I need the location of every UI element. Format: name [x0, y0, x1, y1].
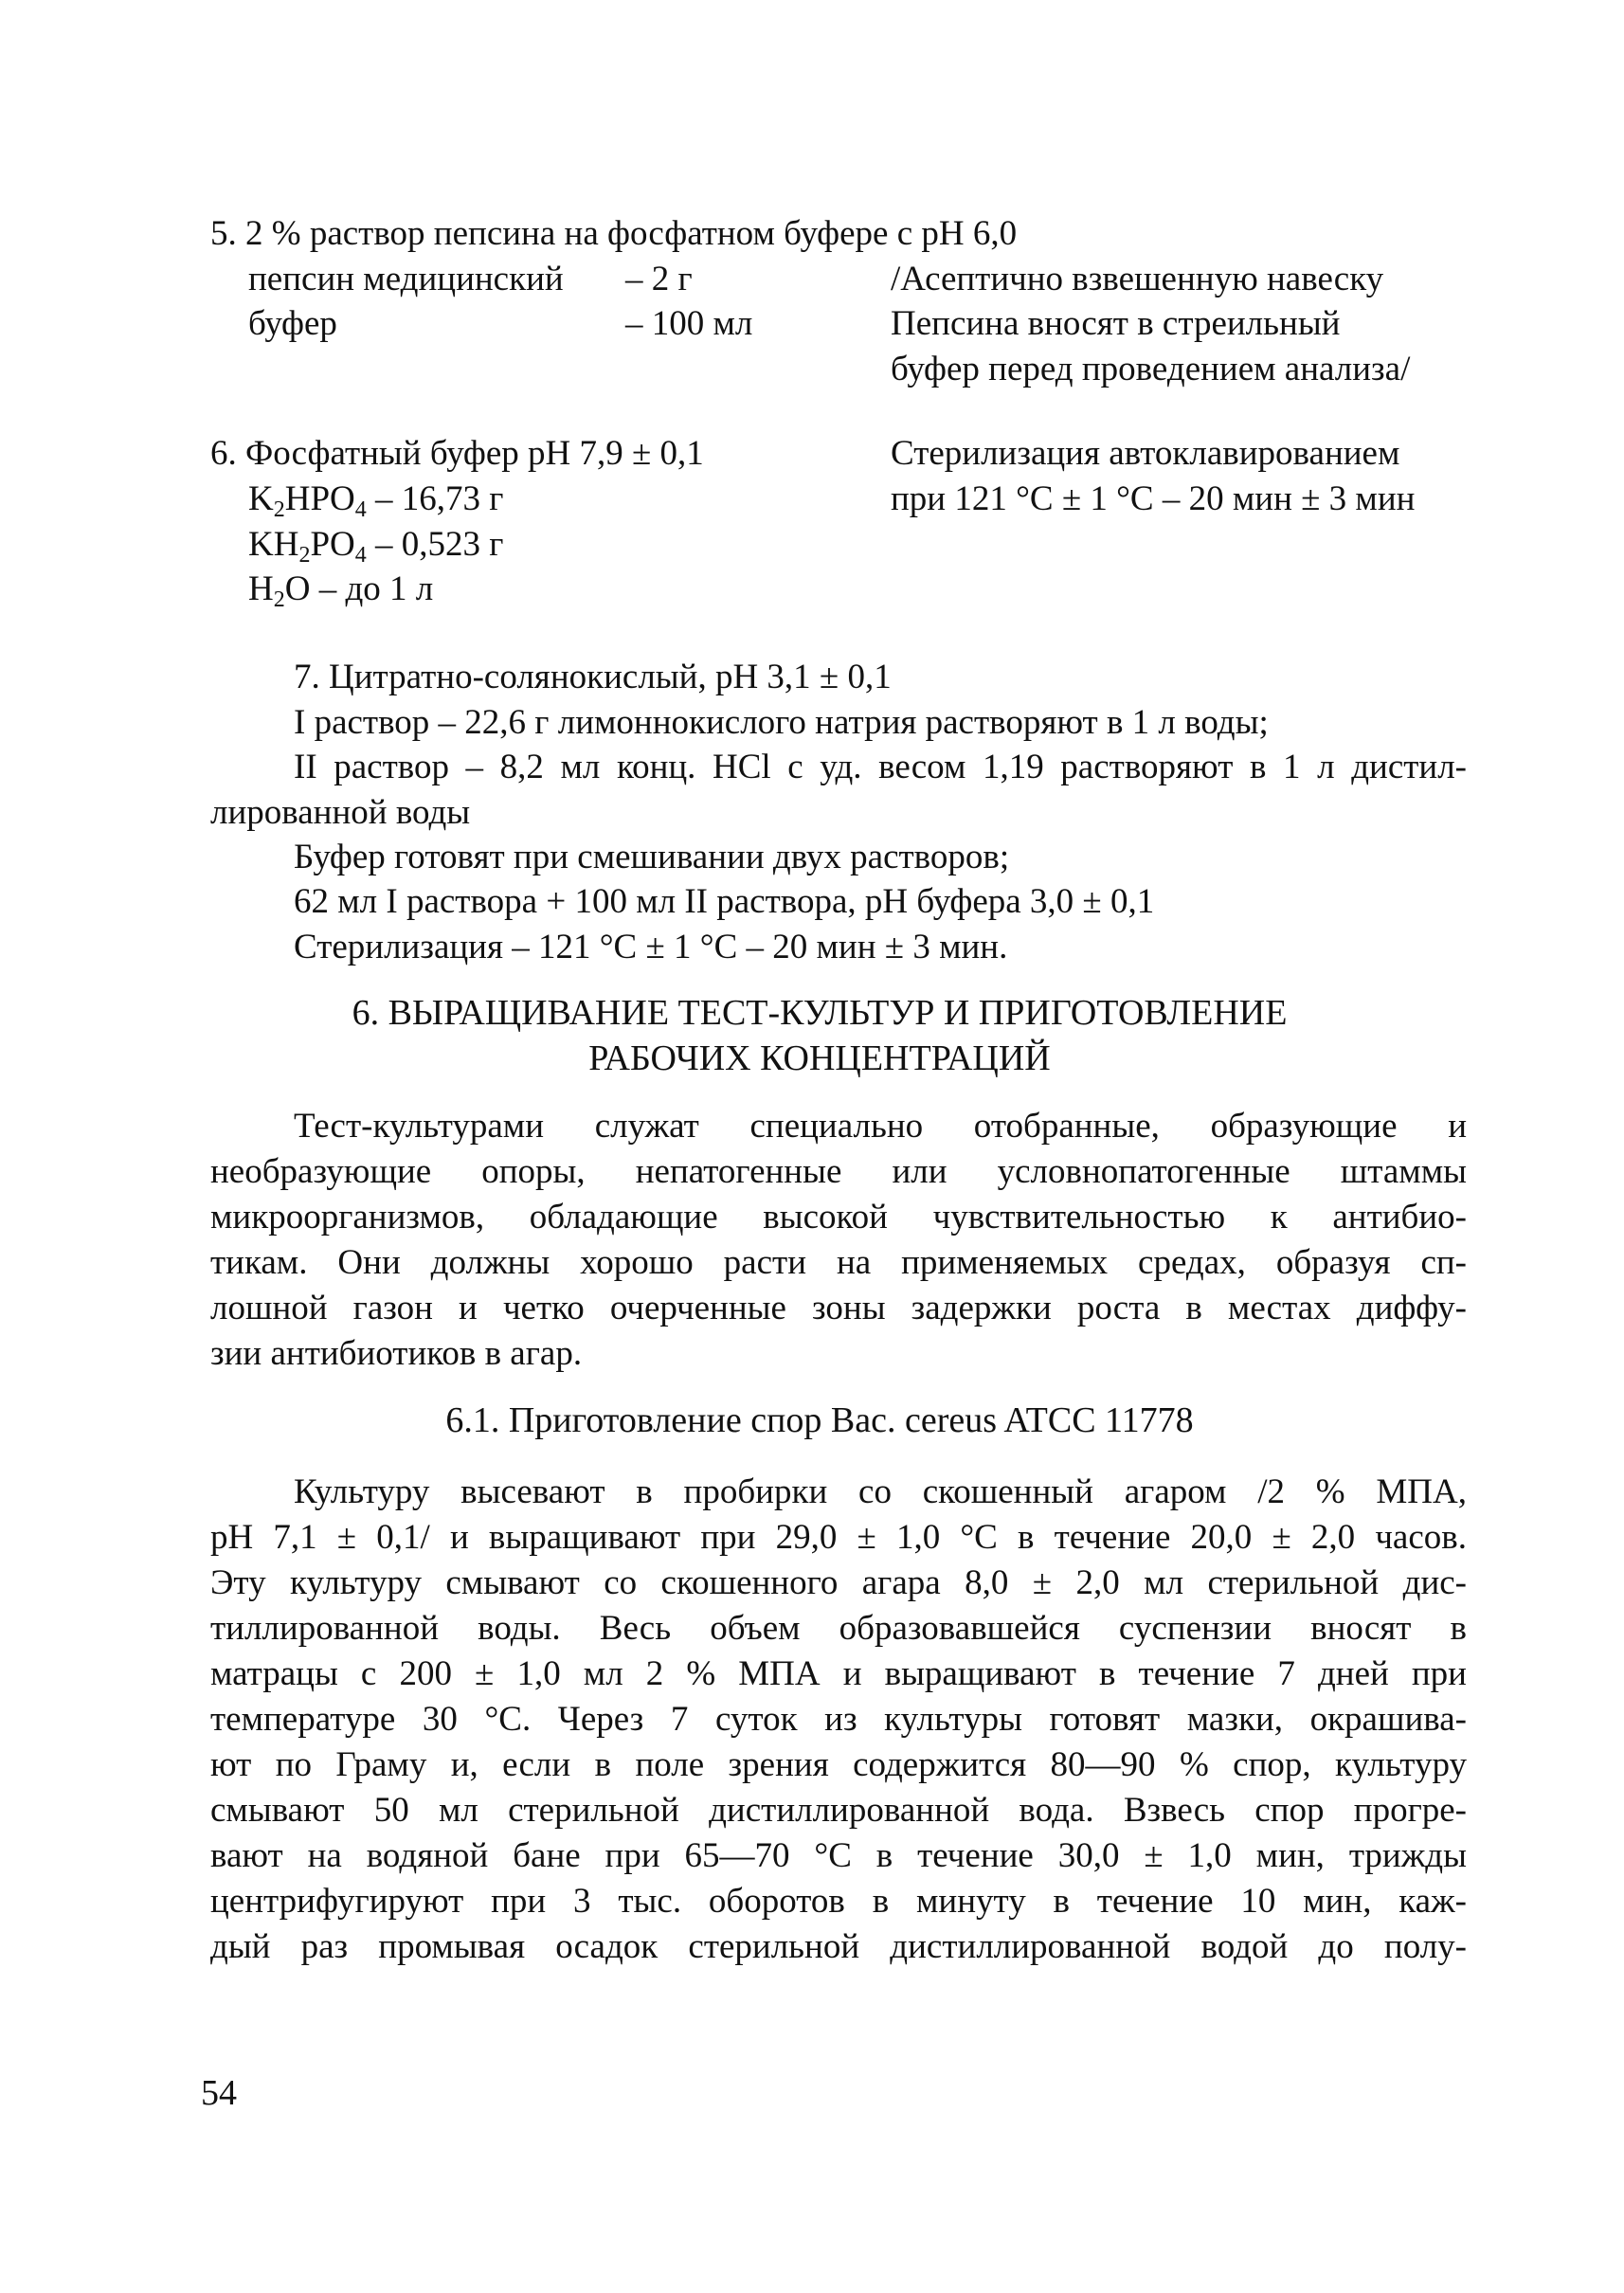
paragraph-line: Культуру высевают в пробирки со скошенный агаром /2 % МПА,	[294, 1474, 1467, 1511]
paragraph-line: тикам. Они должны хорошо расти на применяемых средах, образуя сп-	[210, 1245, 1467, 1282]
recipe7-line: II раствор – 8,2 мл конц. HCl с уд. весом 1,19 растворяют в 1 л дистил-	[294, 749, 1467, 786]
paragraph-line: вают на водяной бане при 65—70 °C в течение 30,0 ± 1,0 мин, трижды	[210, 1838, 1467, 1875]
recipe7-line: 62 мл I раствора + 100 мл II раствора, pH буфера 3,0 ± 0,1	[294, 882, 1155, 921]
paragraph-line: смывают 50 мл стерильной дистиллированной вода. Взвесь спор прогре-	[210, 1793, 1467, 1830]
paragraph-line: матрацы с 200 ± 1,0 мл 2 % МПА и выращивают в течение 7 дней при	[210, 1656, 1467, 1693]
section-heading: 6. ВЫРАЩИВАНИЕ ТЕСТ-КУЛЬТУР И ПРИГОТОВЛЕНИЕ	[352, 993, 1288, 1033]
paragraph-line: тиллированной воды. Весь объем образовавшейся суспензии вносят в	[210, 1611, 1467, 1648]
recipe7-line: 7. Цитратно-солянокислый, pH 3,1 ± 0,1	[294, 658, 892, 696]
recipe6-note-line: Стерилизация автоклавированием	[891, 434, 1400, 473]
page-number: 54	[201, 2073, 237, 2113]
paragraph-line: дый раз промывая осадок стерильной дистиллированной водой до полу-	[210, 1929, 1467, 1966]
recipe7-line: лированной воды	[210, 793, 471, 832]
paragraph-line: температуре 30 °C. Через 7 суток из культуры готовят мазки, окрашива-	[210, 1702, 1467, 1739]
recipe7-line: I раствор – 22,6 г лимоннокислого натрия растворяют в 1 л воды;	[294, 703, 1269, 742]
recipe5-ingredient-amount: – 2 г	[625, 260, 693, 298]
paragraph-line: лошной газон и четко очерченные зоны задержки роста в местах диффу-	[210, 1291, 1467, 1327]
recipe6-note-line: при 121 °C ± 1 °C – 20 мин ± 3 мин	[891, 479, 1416, 518]
recipe5-note-line: /Асептично взвешенную навеску	[891, 260, 1384, 298]
recipe5-ingredient-amount: – 100 мл	[625, 304, 753, 343]
recipe7-line: Буфер готовят при смешивании двух растворов;	[294, 838, 1010, 876]
recipe5-note-line: Пепсина вносят в стреильный	[891, 304, 1341, 343]
paragraph-line: необразующие опоры, непатогенные или условнопатогенные штаммы	[210, 1154, 1467, 1191]
paragraph-line: зии антибиотиков в агар.	[210, 1334, 583, 1373]
recipe7-line: Стерилизация – 121 °C ± 1 °C – 20 мин ± 3 мин.	[294, 928, 1008, 966]
paragraph-line: Тест-культурами служат специально отобранные, образующие и	[294, 1109, 1467, 1146]
paragraph-line: ют по Граму и, если в поле зрения содержится 80—90 % спор, культуру	[210, 1747, 1467, 1784]
recipe6-component-line: $KH_2PO_4 - 0,523$ г	[248, 525, 504, 568]
recipe5-note-line: буфер перед проведением анализа/	[891, 350, 1411, 388]
recipe6-component-line: $K_2HPO_4 - 16,73$ г	[248, 479, 504, 522]
section-heading: РАБОЧИХ КОНЦЕНТРАЦИЙ	[588, 1038, 1051, 1078]
recipe6-component-line: $H_2O$ – до 1 л	[248, 569, 434, 612]
subsection-heading: 6.1. Приготовление спор Bac. cereus ATCC 11778	[445, 1400, 1194, 1440]
paragraph-line: микроорганизмов, обладающие высокой чувствительностью к антибио-	[210, 1200, 1467, 1237]
paragraph-line: Эту культуру смывают со скошенного агара 8,0 ± 2,0 мл стерильной дис-	[210, 1565, 1467, 1602]
recipe5-ingredient-name: буфер	[248, 304, 337, 343]
paragraph-line: центрифугируют при 3 тыс. оборотов в минуту в течение 10 мин, каж-	[210, 1884, 1467, 1921]
recipe5-ingredient-name: пепсин медицинский	[248, 260, 564, 298]
recipe6-title: 6. Фосфатный буфер pH 7,9 ± 0,1	[210, 434, 704, 473]
paragraph-line: pH 7,1 ± 0,1/ и выращивают при 29,0 ± 1,0 °C в течение 20,0 ± 2,0 часов.	[210, 1520, 1467, 1557]
recipe5-title: 5. 2 % раствор пепсина на фосфатном буфере с pH 6,0	[210, 214, 1018, 253]
